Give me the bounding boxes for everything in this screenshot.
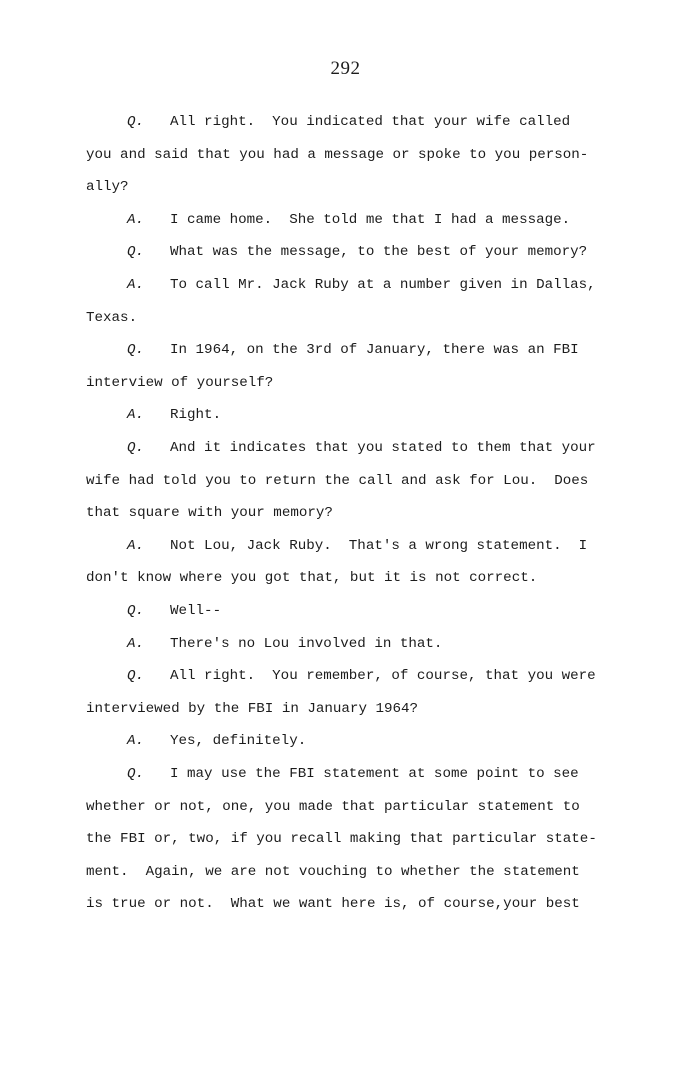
question-label: Q.	[127, 766, 145, 782]
transcript-line: whether or not, one, you made that particular statement to	[86, 798, 580, 815]
transcript-line: you and said that you had a message or spoke to you person-	[86, 146, 589, 163]
transcript-line: wife had told you to return the call and ask for Lou. Does	[86, 472, 589, 489]
transcript-line: Well--	[170, 603, 222, 619]
transcript-line: And it indicates that you stated to them that your	[170, 440, 596, 456]
transcript-line: Right.	[170, 407, 222, 424]
answer-label: A.	[127, 277, 145, 293]
transcript-line: Yes, definitely.	[170, 733, 307, 750]
transcript-line: Texas.	[86, 309, 138, 326]
question-label: Q.	[127, 603, 145, 619]
answer-label: A.	[127, 733, 145, 750]
answer-label: A.	[127, 211, 145, 228]
transcript-line: There's no Lou involved in that.	[170, 635, 443, 652]
answer-label: A.	[127, 635, 145, 652]
transcript-line: ment. Again, we are not vouching to whether the statement	[86, 863, 580, 880]
transcript-line: ally?	[86, 179, 129, 196]
transcript-line: What was the message, to the best of your memory?	[170, 244, 588, 261]
question-label: Q.	[127, 342, 145, 359]
page-number: 292	[330, 58, 361, 79]
transcript-line: All right. You indicated that your wife called	[170, 114, 571, 130]
transcript-line: is true or not. What we want here is, of course,your best	[86, 896, 580, 913]
question-label: Q.	[127, 114, 145, 130]
transcript-line: To call Mr. Jack Ruby at a number given in Dallas,	[170, 277, 596, 293]
answer-label: A.	[127, 407, 145, 424]
transcript-line: interviewed by the FBI in January 1964?	[86, 700, 419, 717]
question-label: Q.	[127, 668, 145, 685]
transcript-line: interview of yourself?	[86, 374, 274, 391]
transcript-line: In 1964, on the 3rd of January, there was an FBI	[170, 342, 579, 359]
transcript-line: All right. You remember, of course, that you were	[170, 668, 596, 685]
transcript-line: I may use the FBI statement at some point to see	[170, 766, 579, 782]
transcript-line: don't know where you got that, but it is not correct.	[86, 570, 538, 587]
answer-label: A.	[127, 537, 145, 554]
transcript-line: I came home. She told me that I had a message.	[170, 211, 571, 228]
question-label: Q.	[127, 440, 145, 456]
transcript-line: the FBI or, two, if you recall making that particular state-	[86, 831, 597, 848]
transcript-line: that square with your memory?	[86, 505, 333, 522]
question-label: Q.	[127, 244, 145, 261]
transcript-line: Not Lou, Jack Ruby. That's a wrong statement. I	[170, 537, 588, 554]
